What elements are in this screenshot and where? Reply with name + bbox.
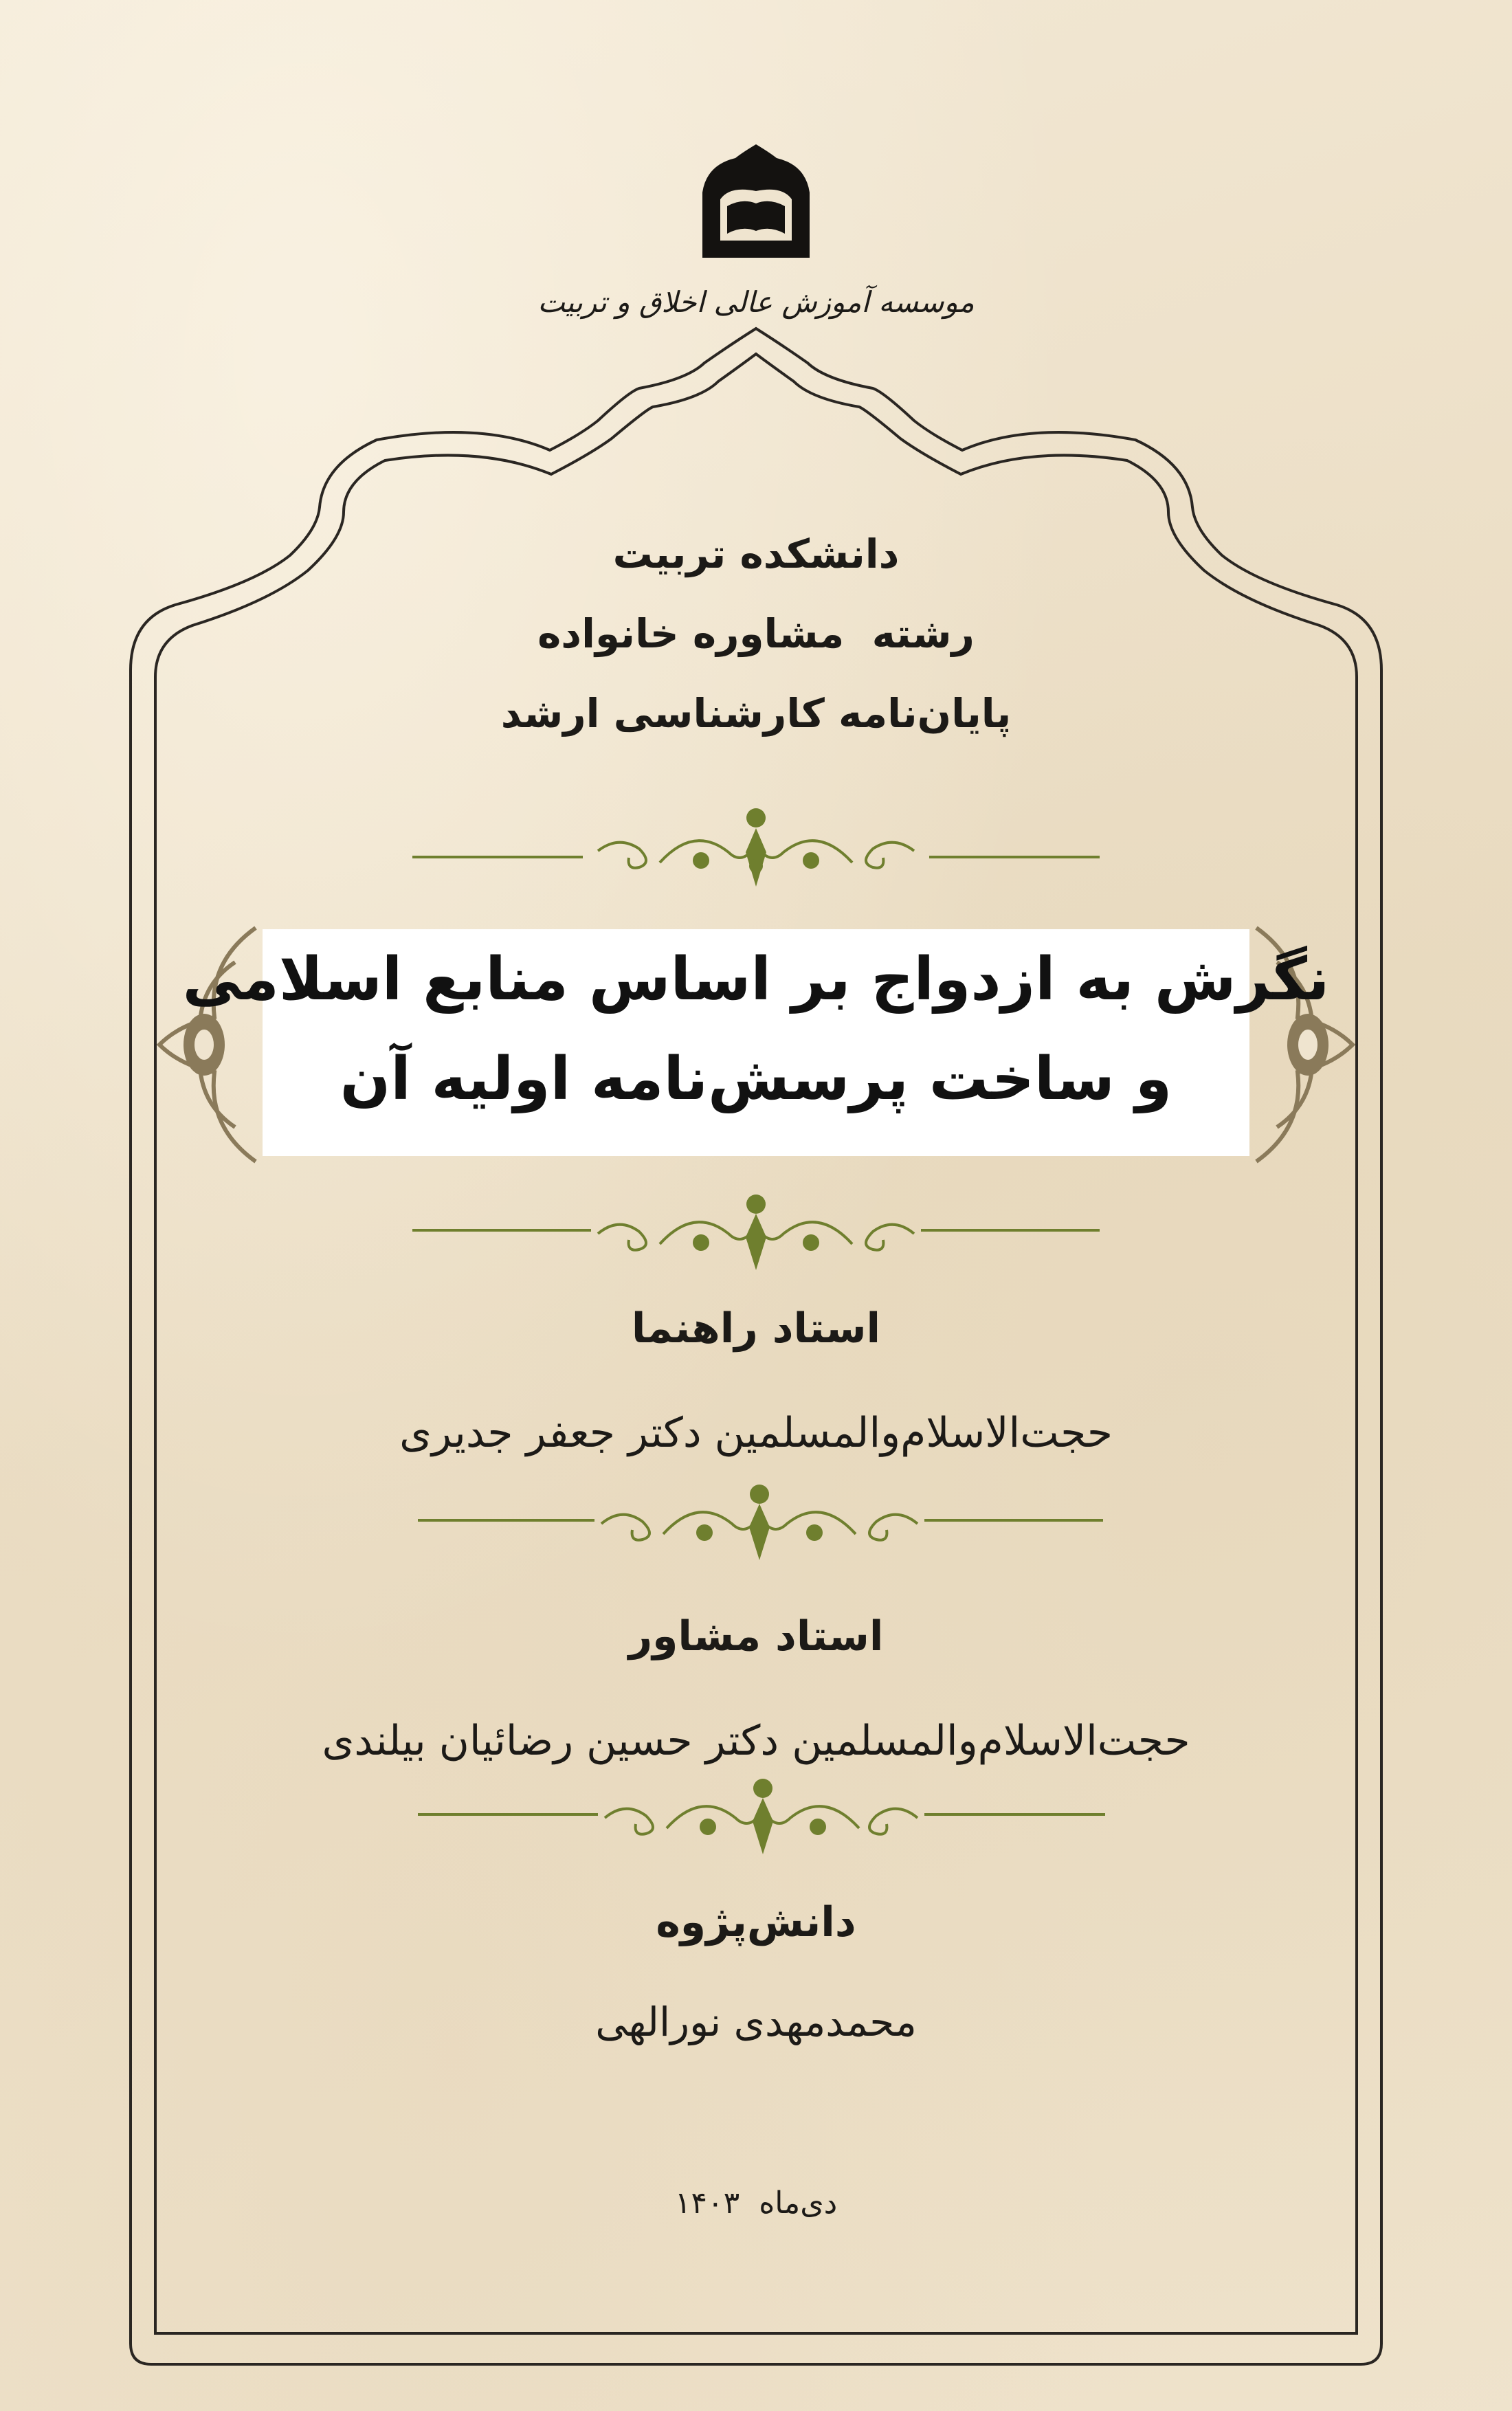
institute-name-caption: موسسه آموزش عالی اخلاق و تربیت (537, 285, 975, 319)
ornamental-divider-4 (0, 1772, 1512, 1868)
student-label: دانش‌پژوه (656, 1898, 856, 1946)
thesis-title-line-1: نگرش به ازدواج بر اساس منابع اسلامی (182, 945, 1330, 1014)
supervisor-name: حجت‌الاسلام‌والمسلمین دکتر جعفر جدیری (399, 1409, 1113, 1457)
faculty-name: دانشکده تربیت (612, 531, 900, 577)
advisor-name: حجت‌الاسلام‌والمسلمین دکتر حسین رضائیان بیلندی (322, 1717, 1190, 1765)
ornamental-divider-1 (0, 797, 1512, 893)
advisor-label: استاد مشاور (628, 1612, 884, 1660)
supervisor-label: استاد راهنما (631, 1304, 881, 1353)
field-of-study: رشته مشاوره خانواده (537, 610, 975, 657)
student-name: محمدمهدی نورالهی (595, 1999, 917, 2045)
thesis-title-line-2: و ساخت پرسش‌نامه اولیه آن (340, 1045, 1172, 1113)
ornamental-divider-2 (0, 1189, 1512, 1285)
submission-date: دی‌ماه ۱۴۰۳ (674, 2186, 838, 2221)
ornamental-divider-3 (0, 1478, 1512, 1574)
degree-type: پایان‌نامه کارشناسی ارشد (500, 690, 1012, 737)
institute-logo-icon (687, 137, 825, 275)
